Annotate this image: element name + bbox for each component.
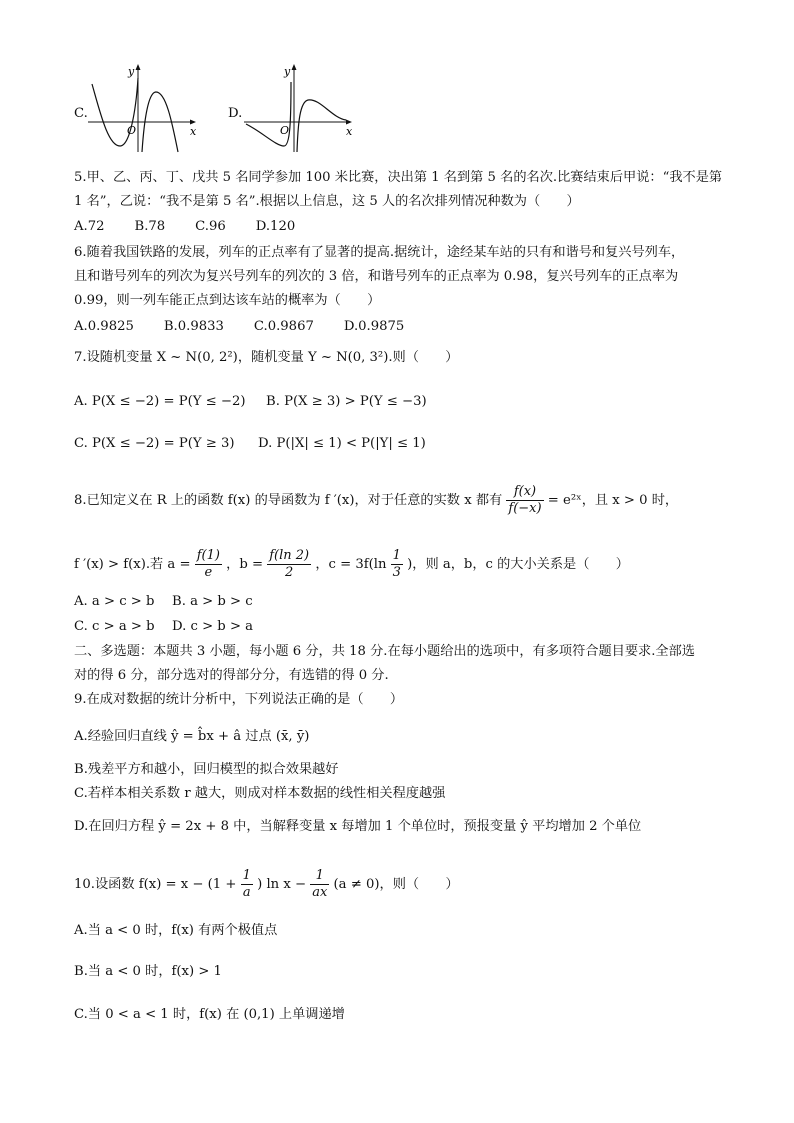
q8-line-2-text-c: ，c = 3f(ln (315, 557, 387, 572)
q10-fraction-2 (310, 868, 329, 901)
q10-fraction-2-den: ax (312, 885, 328, 900)
q8-fraction-ratio (506, 484, 543, 517)
graph-c-origin-label: O (127, 124, 137, 137)
q9-stem: 9.在成对数据的统计分析中，下列说法正确的是（ ） (74, 692, 404, 707)
graph-d-x-arrow (346, 120, 352, 125)
q10-stem-text-a: 10.设函数 f(x) = x − (1 + (74, 877, 237, 892)
q6-option-d: D.0.9875 (343, 319, 405, 334)
q8-option-d: D. c > b > a (172, 619, 254, 634)
q10-fraction-2-num: 1 (310, 868, 329, 885)
q8-fraction-c-den: 3 (392, 565, 401, 580)
q5-option-c: C.96 (195, 219, 226, 234)
graph-c-x-arrow (190, 120, 196, 125)
q7-stem: 7.设随机变量 X ~ N(0, 2²)，随机变量 Y ~ N(0, 3²).则（ ） (74, 350, 459, 365)
q6-option-b: B.0.9833 (163, 319, 224, 334)
q7-option-a: A. P(X ≤ −2) = P(Y ≤ −2) (74, 394, 246, 409)
q10-option-a: A.当 a < 0 时，f(x) 有两个极值点 (74, 923, 278, 938)
graph-d-y-label: y (284, 65, 291, 78)
q10-stem (74, 868, 459, 901)
q8-fraction-b-num: f(ln 2) (269, 548, 310, 563)
graph-d-curve-right (297, 100, 346, 152)
graph-d-y-arrow (292, 64, 297, 70)
graph-c-y-arrow (136, 64, 141, 70)
q10-fraction-1-num: 1 (242, 868, 251, 883)
graph-d (242, 62, 358, 154)
q8-option-a: A. a > c > b (74, 594, 155, 609)
q6-option-c: C.0.9867 (253, 319, 314, 334)
q9-option-d: D.在回归方程 ŷ = 2x + 8 中，当解释变量 x 每增加 1 个单位时，预报变量 ŷ 平均增加 2 个单位 (74, 819, 642, 834)
q8-line-1-text-b: = e²ˣ，且 x > 0 时， (547, 493, 679, 508)
q8-fraction-b (267, 548, 311, 581)
q7-option-d: D. P(|X| ≤ 1) < P(|Y| ≤ 1) (258, 436, 426, 451)
q6-line-3: 0.99，则一列车能正点到达该车站的概率为（ ） (74, 293, 381, 308)
graph-c (86, 62, 202, 154)
q6-line-2: 且和谐号列车的列次为复兴号列车的列次的 3 倍，和谐号列车的正点率为 0.98，复兴号列车的正点率为 (74, 269, 679, 284)
q8-line-2-text-d: )，则 a，b，c 的大小关系是（ ） (407, 557, 629, 572)
q8-fraction-a (195, 548, 222, 581)
q8-line-1 (74, 484, 678, 517)
graph-d-label: D. (228, 106, 243, 121)
q10-option-b: B.当 a < 0 时，f(x) > 1 (74, 964, 222, 979)
q8-fraction-a-den: e (204, 565, 213, 580)
graph-d-x-label: x (346, 125, 353, 138)
q5-line-2: 1 名”，乙说：“我不是第 5 名”.根据以上信息，这 5 人的名次排列情况种数为（ ） (74, 194, 580, 209)
q8-line-2 (74, 548, 629, 581)
q5-options (74, 217, 295, 237)
q5-option-a: A.72 (74, 219, 105, 234)
q8-option-b: B. a > b > c (172, 594, 253, 609)
graph-c-y-label: y (128, 65, 135, 78)
graph-c-label: C. (74, 106, 88, 121)
q8-line-2-text-b: ，b = (226, 557, 264, 572)
q10-stem-text-b: ) ln x − (257, 877, 307, 892)
q8-fraction-b-den: 2 (285, 565, 294, 580)
q10-option-c: C.当 0 < a < 1 时，f(x) 在 (0,1) 上单调递增 (74, 1007, 345, 1022)
q6-options (74, 317, 404, 337)
section2-line-1: 二、多选题：本题共 3 小题，每小题 6 分，共 18 分.在每小题给出的选项中，有多项符合题目要求.全部选 (74, 644, 695, 659)
section2-line-2: 对的得 6 分，部分选对的得部分分，有选错的得 0 分. (74, 668, 389, 683)
q8-line-1-text-a: 8.已知定义在 R 上的函数 f(x) 的导函数为 f ′(x)，对于任意的实数 x 都有 (74, 493, 503, 508)
q8-fraction-ratio-num: f(x) (506, 484, 543, 501)
q8-fraction-a-num: f(1) (196, 548, 220, 563)
q10-fraction-1 (241, 868, 253, 901)
q7-option-c: C. P(X ≤ −2) = P(Y ≥ 3) (74, 436, 235, 451)
q5-option-d: D.120 (255, 219, 296, 234)
q8-fraction-c-num: 1 (392, 548, 401, 563)
q8-option-c: C. c > a > b (74, 619, 155, 634)
q6-line-1: 6.随着我国铁路的发展，列车的正点率有了显著的提高.据统计，途经某车站的只有和谐号和复兴号列车， (74, 245, 685, 260)
q8-fraction-ratio-den: f(−x) (508, 501, 542, 516)
q10-stem-text-c: (a ≠ 0)，则（ ） (333, 877, 459, 892)
q9-option-b: B.残差平方和越小，回归模型的拟合效果越好 (74, 762, 339, 777)
q7-option-b: B. P(X ≥ 3) > P(Y ≤ −3) (266, 394, 427, 409)
q10-fraction-1-den: a (242, 885, 251, 900)
q5-line-1: 5.甲、乙、丙、丁、戊共 5 名同学参加 100 米比赛，决出第 1 名到第 5 名的名次.比赛结束后甲说：“我不是第 (74, 170, 723, 185)
q5-option-b: B.78 (134, 219, 166, 234)
q8-line-2-text-a: f ′(x) > f(x).若 a = (74, 557, 191, 572)
q9-option-c: C.若样本相关系数 r 越大，则成对样本数据的线性相关程度越强 (74, 786, 446, 801)
graph-c-x-label: x (190, 125, 197, 138)
q6-option-a: A.0.9825 (74, 319, 134, 334)
graph-d-origin-label: O (280, 124, 290, 137)
q9-option-a: A.经验回归直线 ŷ = b̂x + â 过点 (x̄, ȳ) (74, 729, 310, 744)
q8-fraction-c (391, 548, 403, 581)
